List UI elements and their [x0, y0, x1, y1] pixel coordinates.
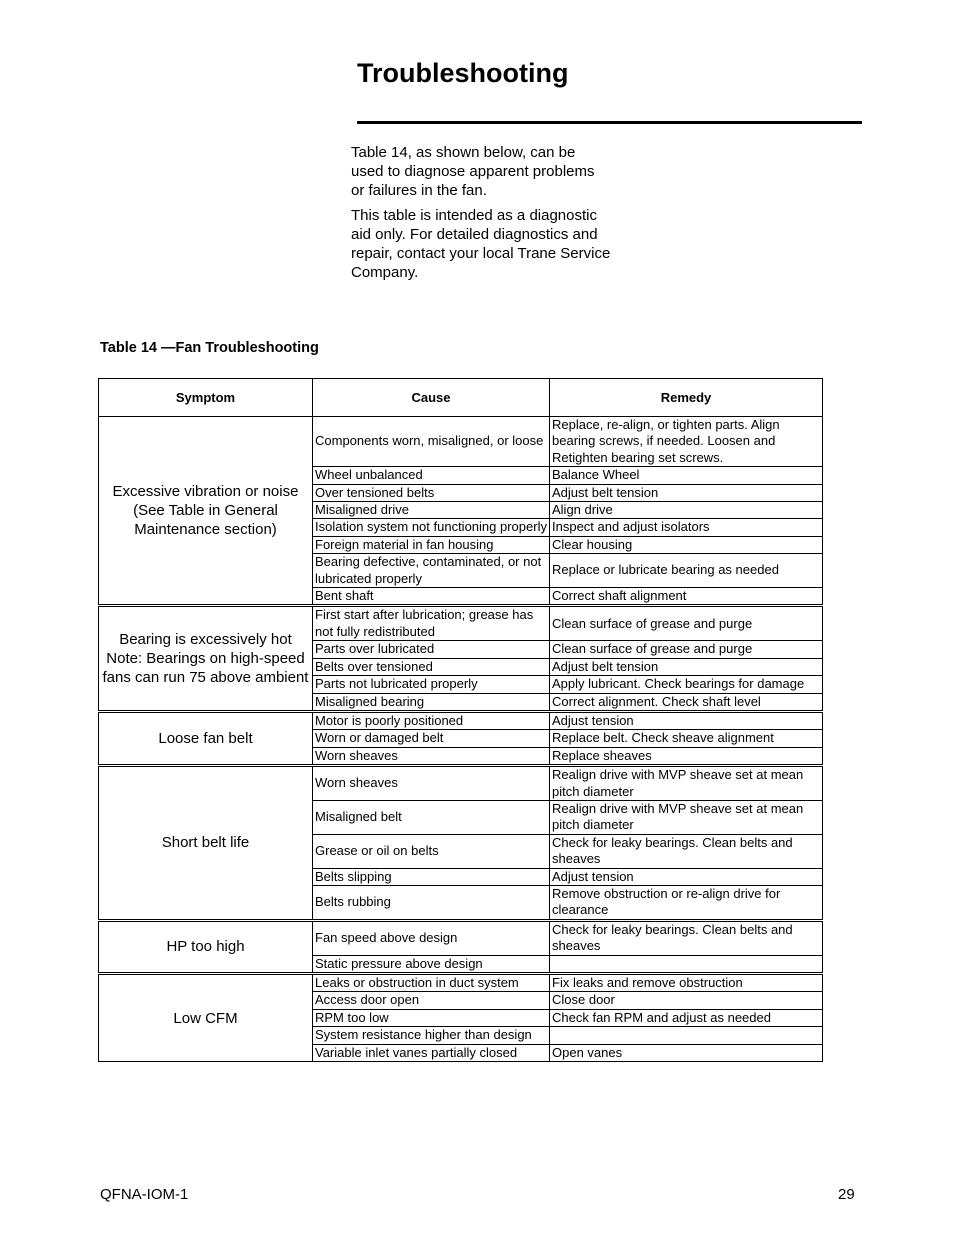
cause-cell: Worn sheaves: [313, 766, 550, 801]
remedy-cell: Inspect and adjust isolators: [550, 519, 823, 536]
cause-cell: Leaks or obstruction in duct system: [313, 974, 550, 992]
cause-cell: Isolation system not functioning properly: [313, 519, 550, 536]
table-row: [99, 766, 823, 801]
table-caption: Table 14 —Fan Troubleshooting: [100, 340, 319, 356]
cause-cell: Bent shaft: [313, 588, 550, 606]
cause-cell: Parts not lubricated properly: [313, 676, 550, 693]
cause-cell: Belts over tensioned: [313, 658, 550, 675]
remedy-cell: Close door: [550, 992, 823, 1009]
remedy-cell: Correct alignment. Check shaft level: [550, 693, 823, 711]
cause-cell: Fan speed above design: [313, 920, 550, 955]
remedy-cell: Replace sheaves: [550, 747, 823, 765]
remedy-cell: Balance Wheel: [550, 467, 823, 484]
cause-cell: Parts over lubricated: [313, 641, 550, 658]
remedy-cell: Adjust tension: [550, 868, 823, 885]
title-rule: [357, 121, 862, 124]
remedy-cell: Remove obstruction or re-align drive for clearance: [550, 885, 823, 920]
remedy-cell: Open vanes: [550, 1044, 823, 1061]
remedy-cell: Clear housing: [550, 536, 823, 553]
remedy-cell: Align drive: [550, 502, 823, 519]
remedy-cell: Realign drive with MVP sheave set at mean pitch diameter: [550, 766, 823, 801]
remedy-cell: Replace or lubricate bearing as needed: [550, 554, 823, 588]
table-row: [99, 920, 823, 955]
cause-cell: Worn or damaged belt: [313, 730, 550, 747]
cause-cell: First start after lubrication; grease has not fully redistributed: [313, 606, 550, 641]
remedy-cell: Adjust belt tension: [550, 484, 823, 501]
intro-paragraph: Table 14, as shown below, can be used to diagnose apparent problems or failures in the fan.: [351, 144, 595, 199]
cause-cell: Worn sheaves: [313, 747, 550, 765]
cause-header: Cause: [313, 379, 550, 417]
cause-cell: RPM too low: [313, 1009, 550, 1026]
table-row: [99, 974, 823, 992]
cause-cell: Access door open: [313, 992, 550, 1009]
remedy-cell: [550, 1027, 823, 1044]
cause-cell: Belts slipping: [313, 868, 550, 885]
footer-page-number: 29: [838, 1186, 855, 1203]
table-header-row: [99, 379, 823, 417]
remedy-cell: Correct shaft alignment: [550, 588, 823, 606]
remedy-cell: Adjust tension: [550, 711, 823, 729]
symptom-cell: Low CFM: [99, 974, 313, 1062]
remedy-cell: Clean surface of grease and purge: [550, 606, 823, 641]
remedy-cell: Check for leaky bearings. Clean belts and sheaves: [550, 834, 823, 868]
remedy-cell: Apply lubricant. Check bearings for damage: [550, 676, 823, 693]
symptom-cell: Excessive vibration or noise (See Table in General Maintenance section): [99, 417, 313, 606]
remedy-cell: Fix leaks and remove obstruction: [550, 974, 823, 992]
cause-cell: System resistance higher than design: [313, 1027, 550, 1044]
page-title: Troubleshooting: [357, 58, 569, 88]
cause-cell: Belts rubbing: [313, 885, 550, 920]
intro-paragraph: This table is intended as a diagnostic aid only. For detailed diagnostics and repair, contact your local Trane Service Company.: [351, 207, 611, 281]
symptom-header: Symptom: [99, 379, 313, 417]
cause-cell: Grease or oil on belts: [313, 834, 550, 868]
table-row: [99, 606, 823, 641]
remedy-cell: Check for leaky bearings. Clean belts and sheaves: [550, 920, 823, 955]
symptom-cell: HP too high: [99, 920, 313, 973]
remedy-cell: Realign drive with MVP sheave set at mean pitch diameter: [550, 800, 823, 834]
table-row: [99, 711, 823, 729]
cause-cell: Misaligned bearing: [313, 693, 550, 711]
cause-cell: Misaligned drive: [313, 502, 550, 519]
table-row: [99, 417, 823, 467]
cause-cell: Misaligned belt: [313, 800, 550, 834]
footer-doc-id: QFNA-IOM-1: [100, 1186, 189, 1203]
symptom-cell: Short belt life: [99, 766, 313, 921]
cause-cell: Over tensioned belts: [313, 484, 550, 501]
remedy-cell: Adjust belt tension: [550, 658, 823, 675]
cause-cell: Static pressure above design: [313, 955, 550, 973]
table-body: [99, 417, 823, 1062]
remedy-cell: [550, 955, 823, 973]
cause-cell: Bearing defective, contaminated, or not lubricated properly: [313, 554, 550, 588]
cause-cell: Motor is poorly positioned: [313, 711, 550, 729]
remedy-cell: Clean surface of grease and purge: [550, 641, 823, 658]
cause-cell: Variable inlet vanes partially closed: [313, 1044, 550, 1061]
cause-cell: Wheel unbalanced: [313, 467, 550, 484]
remedy-cell: Replace belt. Check sheave alignment: [550, 730, 823, 747]
remedy-cell: Replace, re-align, or tighten parts. Align bearing screws, if needed. Loosen and Retighten bearing set screws.: [550, 417, 823, 467]
remedy-header: Remedy: [550, 379, 823, 417]
cause-cell: Components worn, misaligned, or loose: [313, 417, 550, 467]
symptom-cell: Bearing is excessively hot Note: Bearings on high-speed fans can run 75 above ambient: [99, 606, 313, 711]
remedy-cell: Check fan RPM and adjust as needed: [550, 1009, 823, 1026]
troubleshooting-table: [98, 378, 823, 1062]
cause-cell: Foreign material in fan housing: [313, 536, 550, 553]
symptom-cell: Loose fan belt: [99, 711, 313, 765]
